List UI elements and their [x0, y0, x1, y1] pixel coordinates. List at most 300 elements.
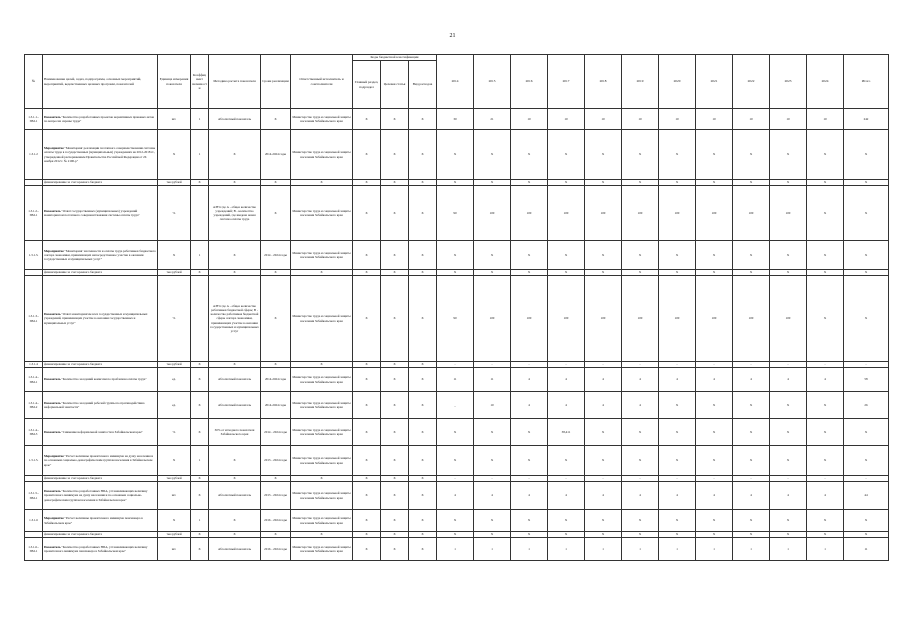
row-year-value: - [585, 476, 622, 482]
row-year-value: Х [659, 241, 696, 270]
row-year-value: Х [585, 510, 622, 532]
row-expense: Х [409, 130, 437, 180]
row-coef: 1 [191, 510, 209, 532]
row-name [43, 419, 158, 446]
row-unit: тыс.рублей [158, 180, 191, 186]
table-row [25, 241, 889, 270]
row-text: "Мониторинг численности и оплаты труда работников бюджетного сектора экономики, принимающих непосредственное участие в оказании государственных и муниципальных услуг" [44, 248, 156, 262]
row-year-value: - [622, 476, 659, 482]
row-year-value: 10 [474, 392, 511, 419]
row-code: 1.3.1.1.- ПМ-1 [25, 109, 43, 130]
row-method: А/В% где А - общее количество учреждений; В - количество учреждений, где введена новая система оплаты труда [209, 186, 261, 241]
row-year-value: Х [807, 270, 844, 276]
row-year-value: Х [548, 446, 585, 476]
row-year-value: Х [733, 270, 770, 276]
row-expense: Х [409, 538, 437, 561]
row-label: Мероприятие [44, 454, 64, 459]
row-year-value: Х [807, 186, 844, 241]
row-year-value: Х [696, 510, 733, 532]
row-expense: Х [409, 186, 437, 241]
row-name [43, 241, 158, 270]
row-year-value: Х [511, 180, 548, 186]
row-expense: Х [409, 270, 437, 276]
row-unit: тыс.рублей [158, 476, 191, 482]
row-responsible: Министерство труда и социальной защиты населения Забайкальского края [291, 482, 353, 510]
row-text: "Охват государственных (муниципальных) учреждений мониторингом поэтапного совершенствования системы оплаты труда" [44, 208, 140, 217]
row-year-value: 4 [511, 392, 548, 419]
row-name [43, 446, 158, 476]
row-year-value: Х [437, 446, 474, 476]
row-year-value: 4 [585, 482, 622, 510]
row-year-value: Х [807, 446, 844, 476]
row-code: 1.3.1.4.- ПМ-3 [25, 419, 43, 446]
row-year-value: 4 [548, 392, 585, 419]
col-unit: Единица измерения показателя [158, 55, 191, 109]
row-expense: Х [409, 180, 437, 186]
row-year-value: 1 [474, 538, 511, 561]
row-year-value: Х [659, 419, 696, 446]
row-method: Х [209, 476, 261, 482]
row-year-value: Х [437, 241, 474, 270]
row-year-value: Х [437, 180, 474, 186]
row-year-value: 100 [659, 276, 696, 362]
row-year-value: 4 [696, 368, 733, 392]
row-article: Х [381, 180, 409, 186]
table-row [25, 538, 889, 561]
row-article: Х [381, 446, 409, 476]
row-period: 2013 - 2024 годы [261, 446, 291, 476]
row-year-value: Х [511, 241, 548, 270]
row-label: Показатель [44, 489, 61, 494]
row-total: Х [844, 270, 889, 276]
row-text: финансирование за счет краевого бюджета [44, 362, 102, 367]
row-unit: % [158, 276, 191, 362]
col-year-2024: 2024 [807, 55, 844, 109]
row-responsible: Х [291, 180, 353, 186]
row-year-value: 4 [548, 368, 585, 392]
row-unit: Х [158, 241, 191, 270]
row-year-value: Х [807, 419, 844, 446]
row-expense: Х [409, 476, 437, 482]
row-year-value: 100 [659, 186, 696, 241]
row-method: Х [209, 532, 261, 538]
row-year-value: 38,411 [548, 419, 585, 446]
row-text: "Количество разработанных НПА, устанавливающих величину прожиточного минимума на душу населения и по основным социально-демографическим группам населения в Забайкальском крае" [44, 489, 148, 502]
row-year-value: 100 [770, 186, 807, 241]
row-responsible: Х [291, 270, 353, 276]
row-year-value: 100 [585, 186, 622, 241]
row-year-value: - [733, 362, 770, 368]
row-name [43, 538, 158, 561]
row-code: 1.3.1.4 [25, 362, 43, 368]
row-year-value: Х [511, 510, 548, 532]
row-year-value: 10 [733, 109, 770, 130]
row-expense: Х [409, 482, 437, 510]
row-coef: Х [191, 368, 209, 392]
row-year-value: 10 [770, 109, 807, 130]
row-period: Х [261, 186, 291, 241]
row-year-value: Х [622, 241, 659, 270]
row-year-value: 10 [622, 109, 659, 130]
row-unit: % [158, 186, 191, 241]
row-article: Х [381, 510, 409, 532]
row-year-value: 4 [548, 482, 585, 510]
row-year-value: - [659, 362, 696, 368]
row-text: финансирование за счет краевого бюджета [44, 270, 102, 275]
row-year-value: Х [622, 270, 659, 276]
row-expense: Х [409, 446, 437, 476]
row-year-value: Х [770, 510, 807, 532]
row-code: 1.3.1.2 [25, 130, 43, 180]
row-year-value: 4 [622, 392, 659, 419]
table-row [25, 482, 889, 510]
row-year-value: Х [696, 532, 733, 538]
row-label: Показатель [44, 312, 61, 317]
row-responsible: Министерство труда и социальной защиты населения Забайкальского края [291, 538, 353, 561]
row-method: Х [209, 180, 261, 186]
row-expense: Х [409, 276, 437, 362]
col-year-2019: 2019 [622, 55, 659, 109]
row-year-value: - [807, 362, 844, 368]
table-row [25, 510, 889, 532]
col-num: № [25, 55, 43, 109]
row-responsible: Министерство труда и социальной защиты населения Забайкальского края [291, 130, 353, 180]
row-year-value: Х [733, 130, 770, 180]
table-header [25, 55, 889, 109]
row-article: Х [381, 130, 409, 180]
table-body [25, 109, 889, 561]
col-budget-group: Коды бюджетной классификации [353, 55, 437, 61]
row-year-value: Х [807, 532, 844, 538]
row-year-value: Х [696, 130, 733, 180]
row-name [43, 130, 158, 180]
row-year-value: Х [770, 446, 807, 476]
table-row [25, 419, 889, 446]
row-section: Х [353, 186, 381, 241]
row-period: Х [261, 476, 291, 482]
row-responsible: Министерство труда и социальной защиты населения Забайкальского края [291, 276, 353, 362]
row-year-value: Х [770, 270, 807, 276]
row-year-value: 1 [696, 538, 733, 561]
row-year-value: Х [474, 419, 511, 446]
row-year-value: Х [548, 130, 585, 180]
row-coef [191, 276, 209, 362]
row-method: Абсолютный показатель [209, 368, 261, 392]
row-coef [191, 186, 209, 241]
row-code: 1.3.1.3.- ПМ-1 [25, 276, 43, 362]
row-year-value: Х [733, 241, 770, 270]
row-article: Х [381, 538, 409, 561]
row-coef: Х [191, 270, 209, 276]
row-year-value: 4 [659, 482, 696, 510]
row-year-value: Х [659, 532, 696, 538]
table-row [25, 392, 889, 419]
row-text: "Снижение неформальной занятости в Забайкальском крае" [61, 429, 143, 434]
row-year-value: Х [622, 419, 659, 446]
row-year-value: - [696, 362, 733, 368]
row-text: "Количество разработанных проектов нормативных правовых актов по вопросам охраны труда" [44, 114, 154, 123]
row-code: 1.3.1.6.- ПМ-1 [25, 538, 43, 561]
row-year-value: 4 [770, 368, 807, 392]
row-article: Х [381, 241, 409, 270]
row-year-value: Х [622, 510, 659, 532]
col-year-2017: 2017 [548, 55, 585, 109]
row-section: Х [353, 362, 381, 368]
row-section: Х [353, 532, 381, 538]
row-year-value: - [511, 362, 548, 368]
row-year-value: Х [770, 532, 807, 538]
row-expense: Х [409, 362, 437, 368]
row-year-value: 1 [511, 538, 548, 561]
row-year-value: 4 [474, 482, 511, 510]
row-coef: Х [191, 419, 209, 446]
row-label: Показатель [44, 429, 61, 434]
col-coef: Коэффициент значимости [191, 55, 209, 109]
row-year-value: Х [622, 180, 659, 186]
row-year-value: - [474, 362, 511, 368]
row-section: Х [353, 241, 381, 270]
row-year-value: 4 [807, 482, 844, 510]
row-name [43, 276, 158, 362]
row-total: 11 [844, 538, 889, 561]
row-period: 2014-2024 годы [261, 130, 291, 180]
row-section: Х [353, 180, 381, 186]
col-year-2014: 2014 [437, 55, 474, 109]
row-code: 1.3.1.5. [25, 446, 43, 476]
row-unit: шт. [158, 109, 191, 130]
row-article: Х [381, 276, 409, 362]
row-year-value: 4 [511, 368, 548, 392]
row-year-value: Х [622, 532, 659, 538]
row-name [43, 368, 158, 392]
row-year-value: 11 [474, 368, 511, 392]
row-period: Х [261, 180, 291, 186]
row-year-value: 100 [511, 186, 548, 241]
row-year-value: 90 [437, 276, 474, 362]
row-year-value: 100 [622, 186, 659, 241]
row-year-value: 100 [548, 276, 585, 362]
row-responsible: Министерство труда и социальной защиты населения Забайкальского края [291, 419, 353, 446]
row-year-value: Х [511, 130, 548, 180]
table-row [25, 130, 889, 180]
row-year-value: 10 [807, 109, 844, 130]
row-year-value: Х [437, 510, 474, 532]
row-period: Х [261, 270, 291, 276]
row-year-value: Х [807, 276, 844, 362]
row-unit: Х [158, 446, 191, 476]
row-year-value: Х [733, 510, 770, 532]
row-coef: 1 [191, 130, 209, 180]
row-year-value: Х [659, 510, 696, 532]
col-year-2015: 2015 [474, 55, 511, 109]
row-responsible: Министерство труда и социальной защиты населения Забайкальского края [291, 241, 353, 270]
row-method: Х [209, 362, 261, 368]
col-section: Главный раздел, подраздел [353, 61, 381, 109]
row-year-value: Х [622, 130, 659, 180]
row-year-value: 1 [733, 538, 770, 561]
row-unit: шт. [158, 482, 191, 510]
col-year-2021: 2021 [696, 55, 733, 109]
row-label: Показатель [44, 208, 61, 213]
row-method: Х [209, 510, 261, 532]
row-year-value: Х [585, 180, 622, 186]
program-table [24, 54, 889, 561]
row-year-value: 10 [548, 109, 585, 130]
row-year-value: 4 [437, 482, 474, 510]
col-period: Сроки реализации [261, 55, 291, 109]
row-year-value: Х [511, 532, 548, 538]
row-year-value: - [659, 476, 696, 482]
row-year-value: Х [511, 446, 548, 476]
row-year-value: 1 [548, 538, 585, 561]
row-year-value: Х [659, 270, 696, 276]
table-row [25, 276, 889, 362]
row-year-value: 100 [696, 276, 733, 362]
col-year-2016: 2016 [511, 55, 548, 109]
row-label: Показатель [44, 114, 61, 119]
row-year-value: 10 [585, 109, 622, 130]
row-year-value: 100 [511, 276, 548, 362]
row-coef: 1 [191, 241, 209, 270]
row-year-value: 90 [437, 186, 474, 241]
row-section: Х [353, 476, 381, 482]
table-row [25, 368, 889, 392]
row-year-value: 4 [733, 482, 770, 510]
row-article: Х [381, 532, 409, 538]
row-article: Х [381, 109, 409, 130]
row-year-value: Х [585, 241, 622, 270]
row-year-value: - [548, 476, 585, 482]
row-year-value: 100 [548, 186, 585, 241]
row-year-value: Х [585, 532, 622, 538]
row-section: Х [353, 538, 381, 561]
row-year-value: Х [659, 392, 696, 419]
row-year-value: - [733, 476, 770, 482]
row-year-value: 100 [585, 276, 622, 362]
row-year-value: Х [659, 446, 696, 476]
row-responsible: Министерство труда и социальной защиты населения Забайкальского края [291, 109, 353, 130]
row-year-value: Х [696, 180, 733, 186]
row-year-value: Х [474, 241, 511, 270]
row-year-value: - [548, 362, 585, 368]
row-period: 2014 - 2024 годы [261, 241, 291, 270]
row-year-value: Х [474, 270, 511, 276]
row-year-value: Х [437, 130, 474, 180]
row-year-value: 4 [585, 392, 622, 419]
row-year-value: 10 [659, 109, 696, 130]
row-name [43, 186, 158, 241]
row-coef: Х [191, 476, 209, 482]
row-year-value: Х [474, 446, 511, 476]
row-year-value: 21 [474, 109, 511, 130]
row-unit: ед. [158, 368, 191, 392]
row-year-value: 4 [696, 482, 733, 510]
row-expense: Х [409, 532, 437, 538]
row-year-value: Х [807, 510, 844, 532]
row-article: Х [381, 476, 409, 482]
row-responsible: Министерство труда и социальной защиты населения Забайкальского края [291, 510, 353, 532]
row-coef: Х [191, 392, 209, 419]
row-year-value: Х [770, 392, 807, 419]
col-year-2020: 2020 [659, 55, 696, 109]
col-year-2018: 2018 [585, 55, 622, 109]
col-total: Итого [844, 55, 889, 109]
row-section: Х [353, 368, 381, 392]
row-code: 1.3.1.5.- ПМ-1 [25, 482, 43, 510]
row-unit: % [158, 419, 191, 446]
row-expense: Х [409, 510, 437, 532]
row-unit: шт. [158, 538, 191, 561]
row-year-value: - [585, 362, 622, 368]
row-article: Х [381, 270, 409, 276]
row-label: Показатель [44, 377, 61, 382]
row-year-value: - [437, 476, 474, 482]
row-total: Х [844, 419, 889, 446]
row-year-value: Х [770, 180, 807, 186]
row-year-value: 1 [437, 538, 474, 561]
row-label: Показатель [44, 544, 61, 549]
row-text: "Количество заседаний рабочей группы по противодействию неформальной занятости" [44, 400, 145, 409]
row-method: Абсолютный показатель [209, 392, 261, 419]
row-year-value: 1 [585, 538, 622, 561]
row-label: Мероприятие [44, 146, 64, 151]
row-year-value: Х [511, 270, 548, 276]
row-period: 2013 - 2024 годы [261, 482, 291, 510]
row-year-value: 1 [770, 538, 807, 561]
row-section: Х [353, 392, 381, 419]
row-coef: Х [191, 538, 209, 561]
row-unit: Х [158, 130, 191, 180]
row-year-value: Х [474, 510, 511, 532]
row-method: Х [209, 130, 261, 180]
col-article: Целевая статья [381, 61, 409, 109]
row-total: Х [844, 276, 889, 362]
row-year-value: 100 [770, 276, 807, 362]
row-total: 26 [844, 392, 889, 419]
row-year-value: 4 [622, 368, 659, 392]
row-coef: Х [191, 482, 209, 510]
row-year-value: 100 [733, 276, 770, 362]
row-code: 1.3.1.6 [25, 510, 43, 532]
row-period: Х [261, 109, 291, 130]
table-row [25, 446, 889, 476]
row-label: Показатель [44, 400, 61, 405]
row-responsible: Министерство труда и социальной защиты населения Забайкальского края [291, 186, 353, 241]
row-method: Абсолютный показатель [209, 538, 261, 561]
row-total: Х [844, 510, 889, 532]
row-year-value: 4 [585, 368, 622, 392]
row-year-value: Х [548, 270, 585, 276]
table-row [25, 109, 889, 130]
row-responsible: Министерство труда и социальной защиты населения Забайкальского края [291, 392, 353, 419]
row-unit: ед. [158, 392, 191, 419]
row-unit: тыс.рублей [158, 362, 191, 368]
row-year-value: Х [807, 241, 844, 270]
row-name [43, 482, 158, 510]
row-year-value: - [511, 476, 548, 482]
row-year-value: - [474, 476, 511, 482]
row-text: финансирование за счет краевого бюджета [44, 532, 102, 537]
row-section: Х [353, 419, 381, 446]
row-year-value: _ [437, 392, 474, 419]
row-method: Х [209, 241, 261, 270]
row-section: Х [353, 270, 381, 276]
row-year-value: Х [770, 130, 807, 180]
row-responsible: Х [291, 476, 353, 482]
row-expense: Х [409, 368, 437, 392]
row-year-value: Х [696, 392, 733, 419]
row-year-value: Х [770, 419, 807, 446]
